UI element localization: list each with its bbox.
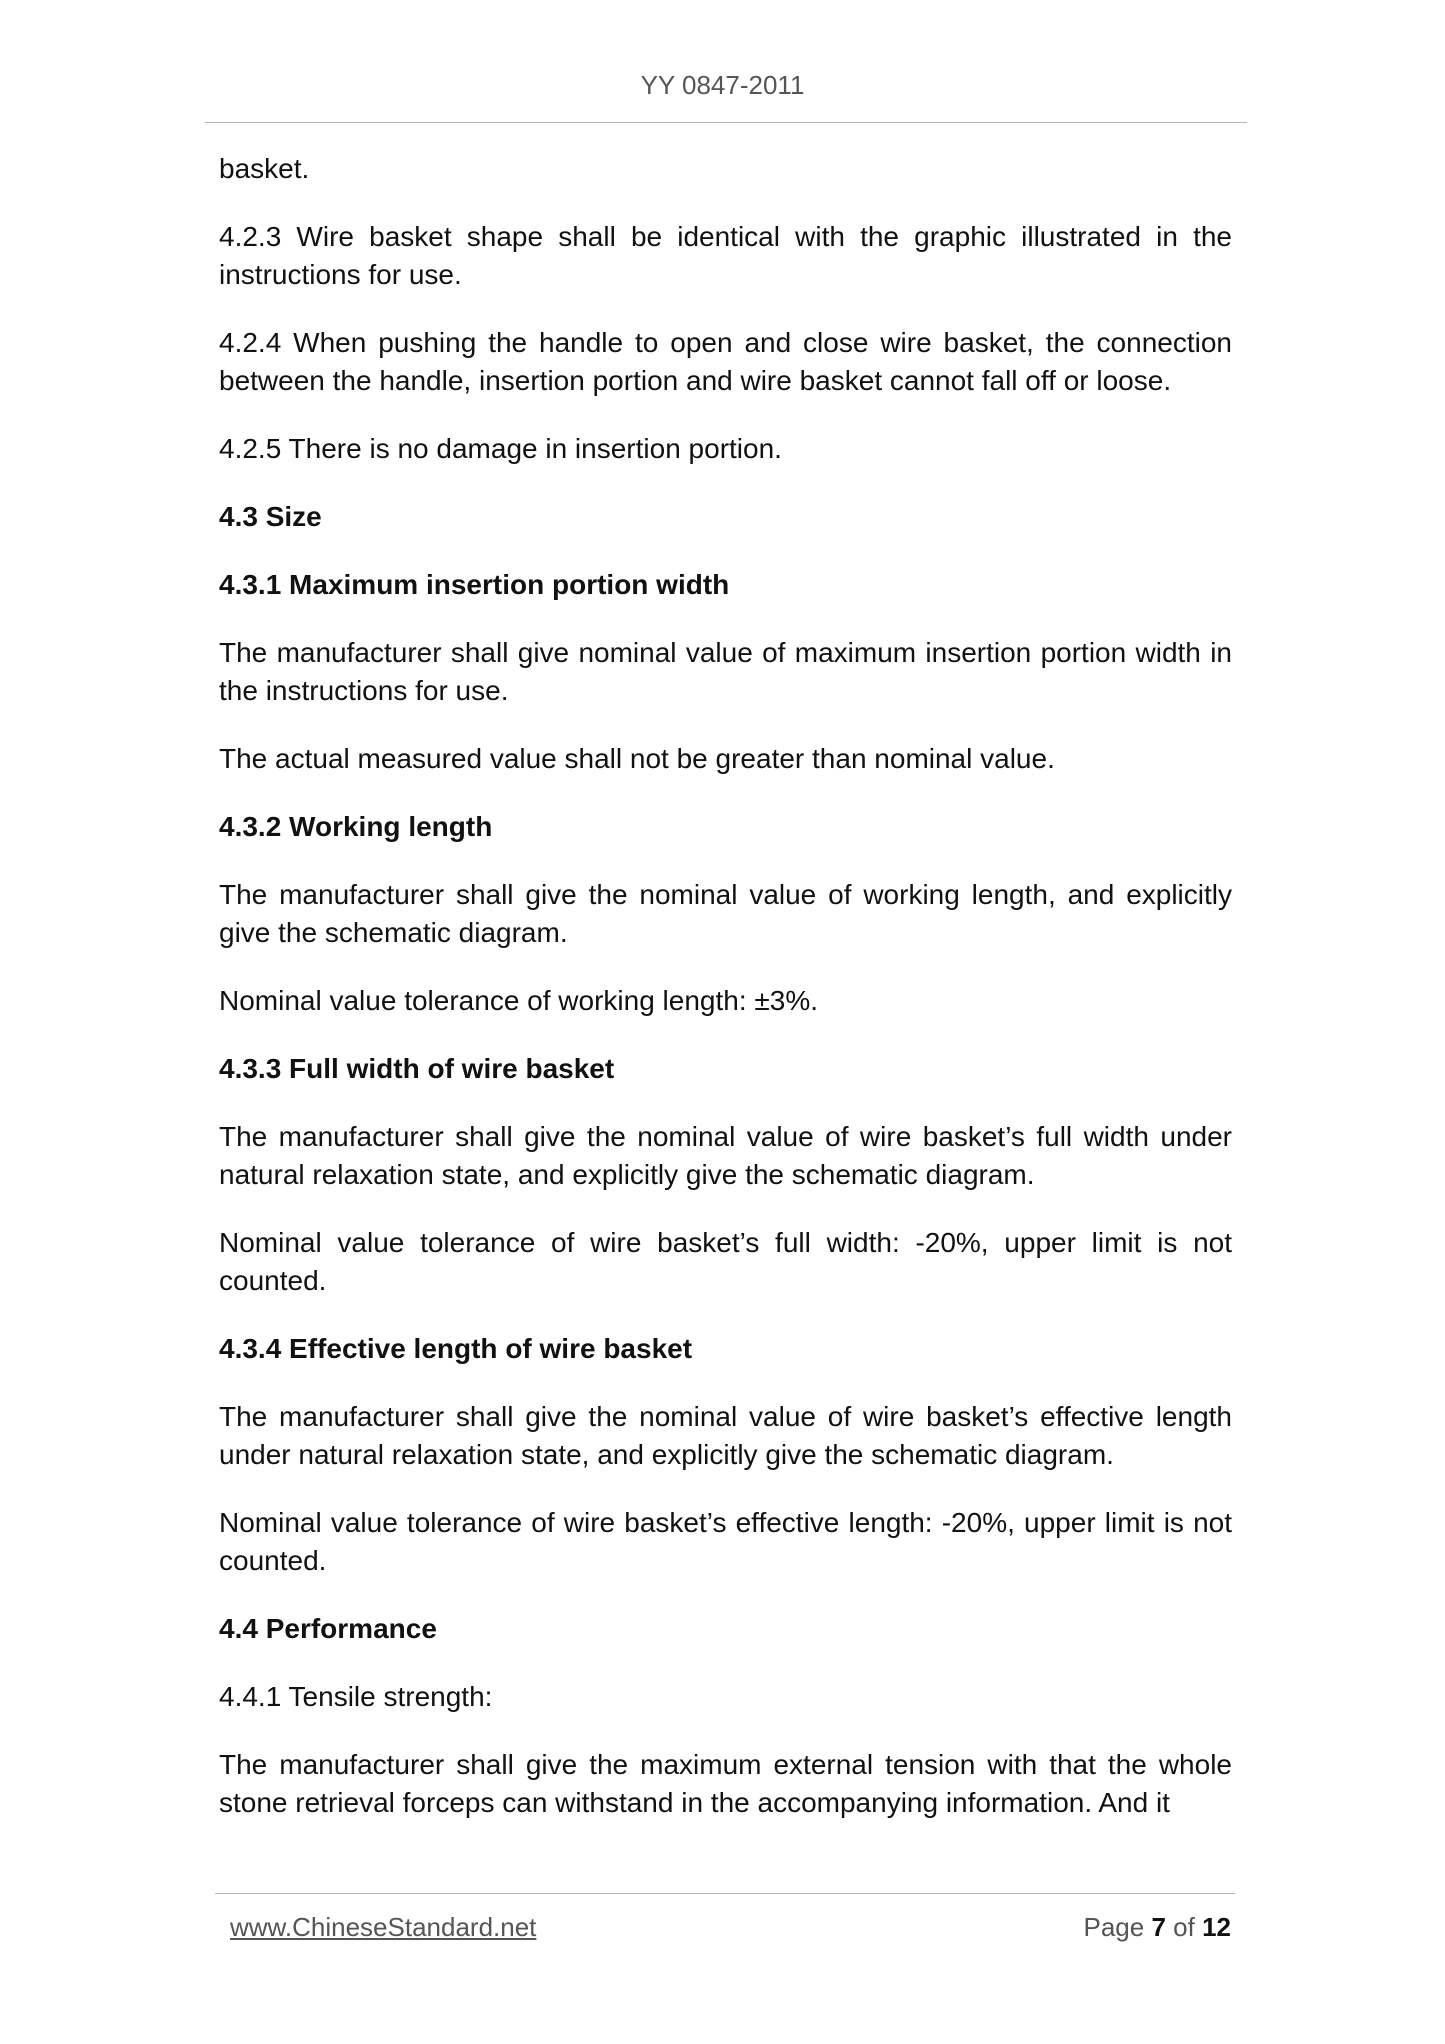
clause-4-3-1-text-2: The actual measured value shall not be greater than nominal value. bbox=[219, 743, 1055, 774]
page-current: 7 bbox=[1151, 1912, 1166, 1942]
clause-4-2-5: 4.2.5 There is no damage in insertion portion. bbox=[219, 433, 782, 464]
clause-4-3-3-text-1: The manufacturer shall give the nominal value of wire basket’s full width under natural relaxation state, and explicitly give the schematic diagram. bbox=[219, 1121, 1232, 1190]
clause-4-3-3-text-2: Nominal value tolerance of wire basket’s full width: -20%, upper limit is not counted. bbox=[219, 1227, 1232, 1296]
page-body bbox=[219, 150, 1232, 1852]
paragraph-continuation: basket. bbox=[219, 153, 310, 184]
heading-4-3-4: 4.3.4 Effective length of wire basket bbox=[219, 1333, 693, 1364]
heading-4-3-3: 4.3.3 Full width of wire basket bbox=[219, 1053, 615, 1084]
clause-4-2-4: 4.2.4 When pushing the handle to open and close wire basket, the connection between the handle, insertion portion and wire basket cannot fall off or loose. bbox=[219, 327, 1232, 396]
clause-4-3-4-text-2: Nominal value tolerance of wire basket’s effective length: -20%, upper limit is not counted. bbox=[219, 1507, 1232, 1576]
clause-4-3-4-text-1: The manufacturer shall give the nominal value of wire basket’s effective length under natural relaxation state, and explicitly give the schematic diagram. bbox=[219, 1401, 1232, 1470]
page-total: 12 bbox=[1202, 1912, 1231, 1942]
heading-4-3-1: 4.3.1 Maximum insertion portion width bbox=[219, 569, 730, 600]
clause-4-4-1: 4.4.1 Tensile strength: bbox=[219, 1681, 493, 1712]
page-number bbox=[1083, 1912, 1231, 1943]
clause-4-3-2-text-1: The manufacturer shall give the nominal value of working length, and explicitly give the schematic diagram. bbox=[219, 879, 1232, 948]
page-of: of bbox=[1173, 1912, 1195, 1942]
page-word: Page bbox=[1083, 1912, 1145, 1942]
footer-divider bbox=[215, 1893, 1235, 1894]
clause-4-4-1-text-1: The manufacturer shall give the maximum external tension with that the whole stone retrieval forceps can withstand in the accompanying information. And it bbox=[219, 1749, 1232, 1818]
website-link[interactable]: www.ChineseStandard.net bbox=[230, 1912, 537, 1942]
header-divider bbox=[205, 122, 1247, 123]
clause-4-2-3: 4.2.3 Wire basket shape shall be identical with the graphic illustrated in the instructions for use. bbox=[219, 221, 1232, 290]
clause-4-3-2-text-2: Nominal value tolerance of working length: ±3%. bbox=[219, 985, 819, 1016]
document-header: YY 0847-2011 bbox=[640, 70, 805, 100]
heading-4-3-2: 4.3.2 Working length bbox=[219, 811, 493, 842]
clause-4-3-1-text-1: The manufacturer shall give nominal value of maximum insertion portion width in the instructions for use. bbox=[219, 637, 1232, 706]
heading-4-3: 4.3 Size bbox=[219, 501, 322, 532]
heading-4-4: 4.4 Performance bbox=[219, 1613, 437, 1644]
